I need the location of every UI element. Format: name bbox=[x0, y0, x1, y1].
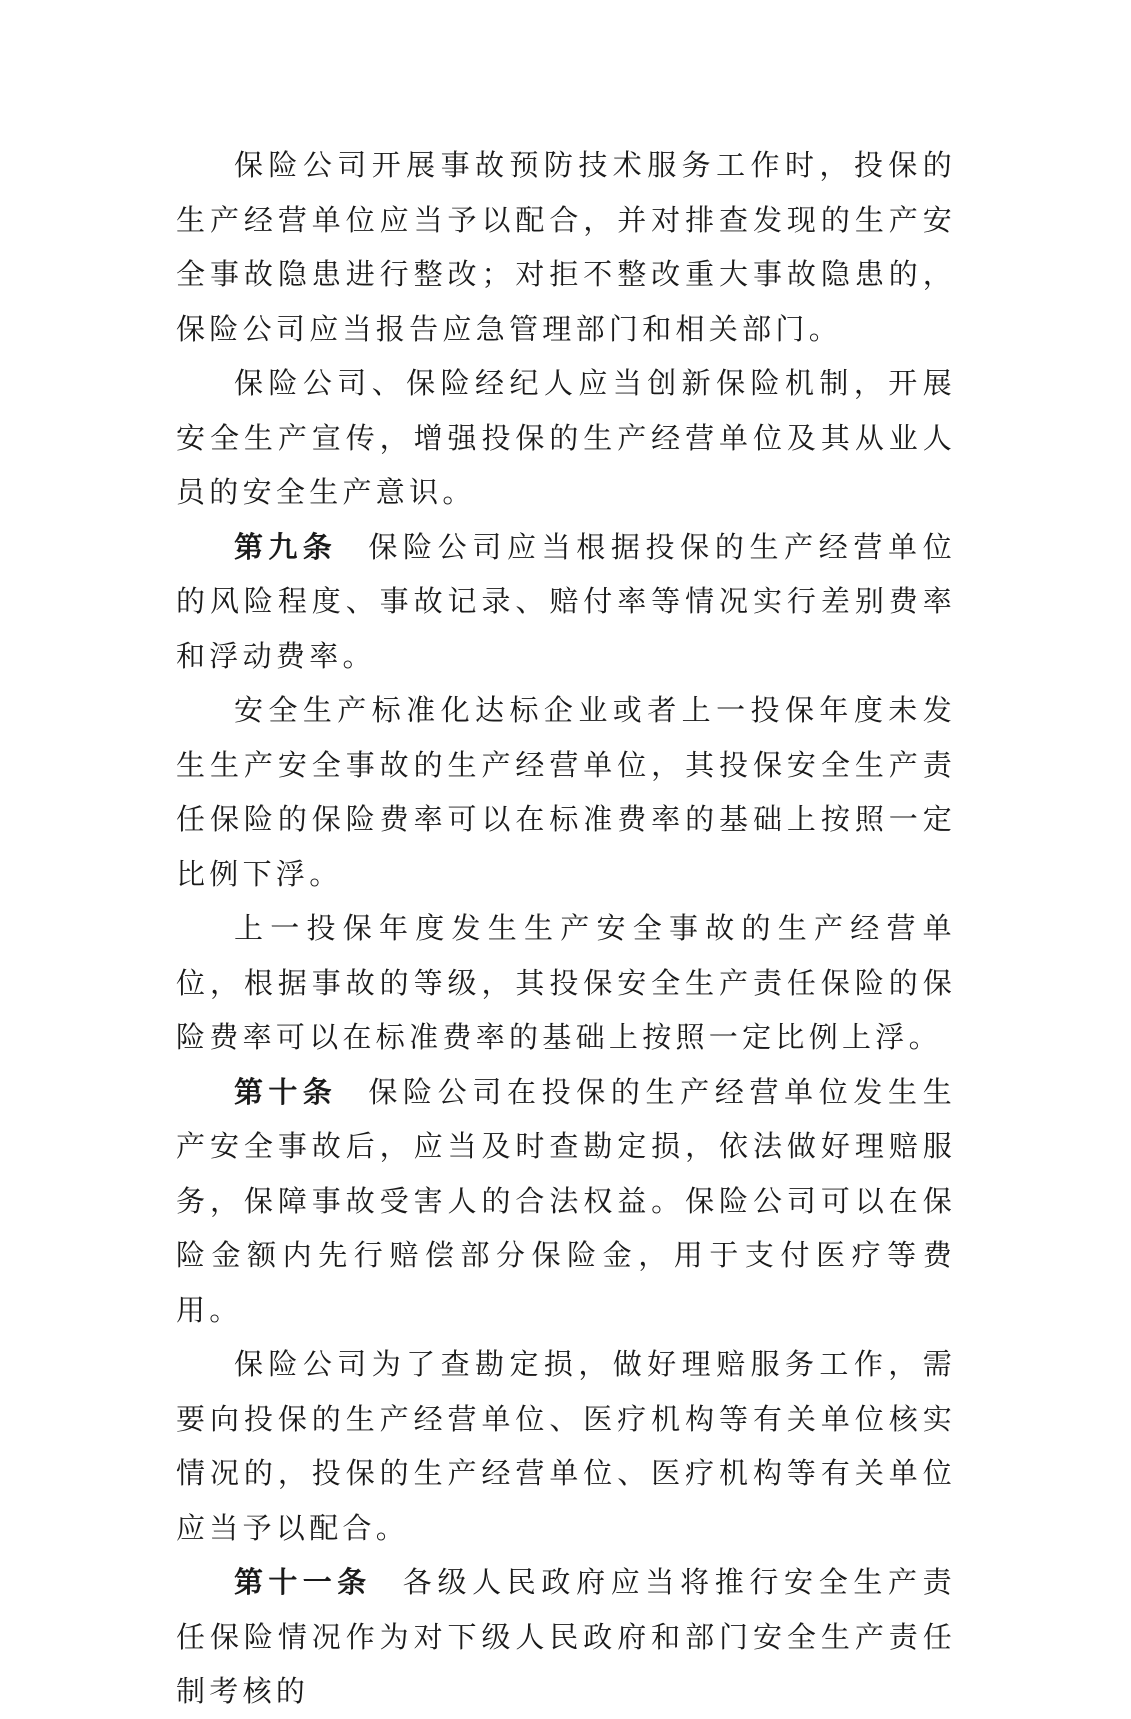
paragraph-text: 安全生产标准化达标企业或者上一投保年度未发生生产安全事故的生产经营单位，其投保安全生产责任保险的保险费率可以在标准费率的基础上按照一定比例下浮。 bbox=[176, 693, 956, 891]
paragraph-text: 保险公司在投保的生产经营单位发生生产安全事故后，应当及时查勘定损，依法做好理赔服务，保障事故受害人的合法权益。保险公司可以在保险金额内先行赔偿部分保险金，用于支付医疗等费用。 bbox=[176, 1074, 956, 1327]
article-number: 第十条 bbox=[234, 1074, 338, 1109]
article-9-paragraph bbox=[176, 520, 956, 684]
article-10-paragraph bbox=[176, 1065, 956, 1338]
paragraph-text: 上一投保年度发生生产安全事故的生产经营单位，根据事故的等级，其投保安全生产责任保险的保险费率可以在标准费率的基础上按照一定比例上浮。 bbox=[176, 911, 956, 1054]
article-11-paragraph bbox=[176, 1555, 956, 1719]
paragraph bbox=[176, 138, 956, 356]
paragraph bbox=[176, 683, 956, 901]
paragraph-text: 保险公司应当根据投保的生产经营单位的风险程度、事故记录、赔付率等情况实行差别费率和浮动费率。 bbox=[176, 529, 956, 673]
article-number: 第九条 bbox=[234, 529, 338, 564]
paragraph-text: 保险公司开展事故预防技术服务工作时，投保的生产经营单位应当予以配合，并对排查发现的生产安全事故隐患进行整改；对拒不整改重大事故隐患的，保险公司应当报告应急管理部门和相关部门。 bbox=[176, 148, 956, 346]
paragraph-text: 保险公司为了查勘定损，做好理赔服务工作，需要向投保的生产经营单位、医疗机构等有关单位核实情况的，投保的生产经营单位、医疗机构等有关单位应当予以配合。 bbox=[176, 1347, 956, 1545]
paragraph bbox=[176, 1337, 956, 1555]
paragraph-text: 保险公司、保险经纪人应当创新保险机制，开展安全生产宣传，增强投保的生产经营单位及其从业人员的安全生产意识。 bbox=[176, 366, 956, 509]
document-body bbox=[176, 138, 956, 1719]
paragraph bbox=[176, 356, 956, 520]
article-number: 第十一条 bbox=[234, 1565, 372, 1599]
paragraph-text: 各级人民政府应当将推行安全生产责任保险情况作为对下级人民政府和部门安全生产责任制考核的 bbox=[176, 1565, 956, 1708]
paragraph bbox=[176, 901, 956, 1065]
